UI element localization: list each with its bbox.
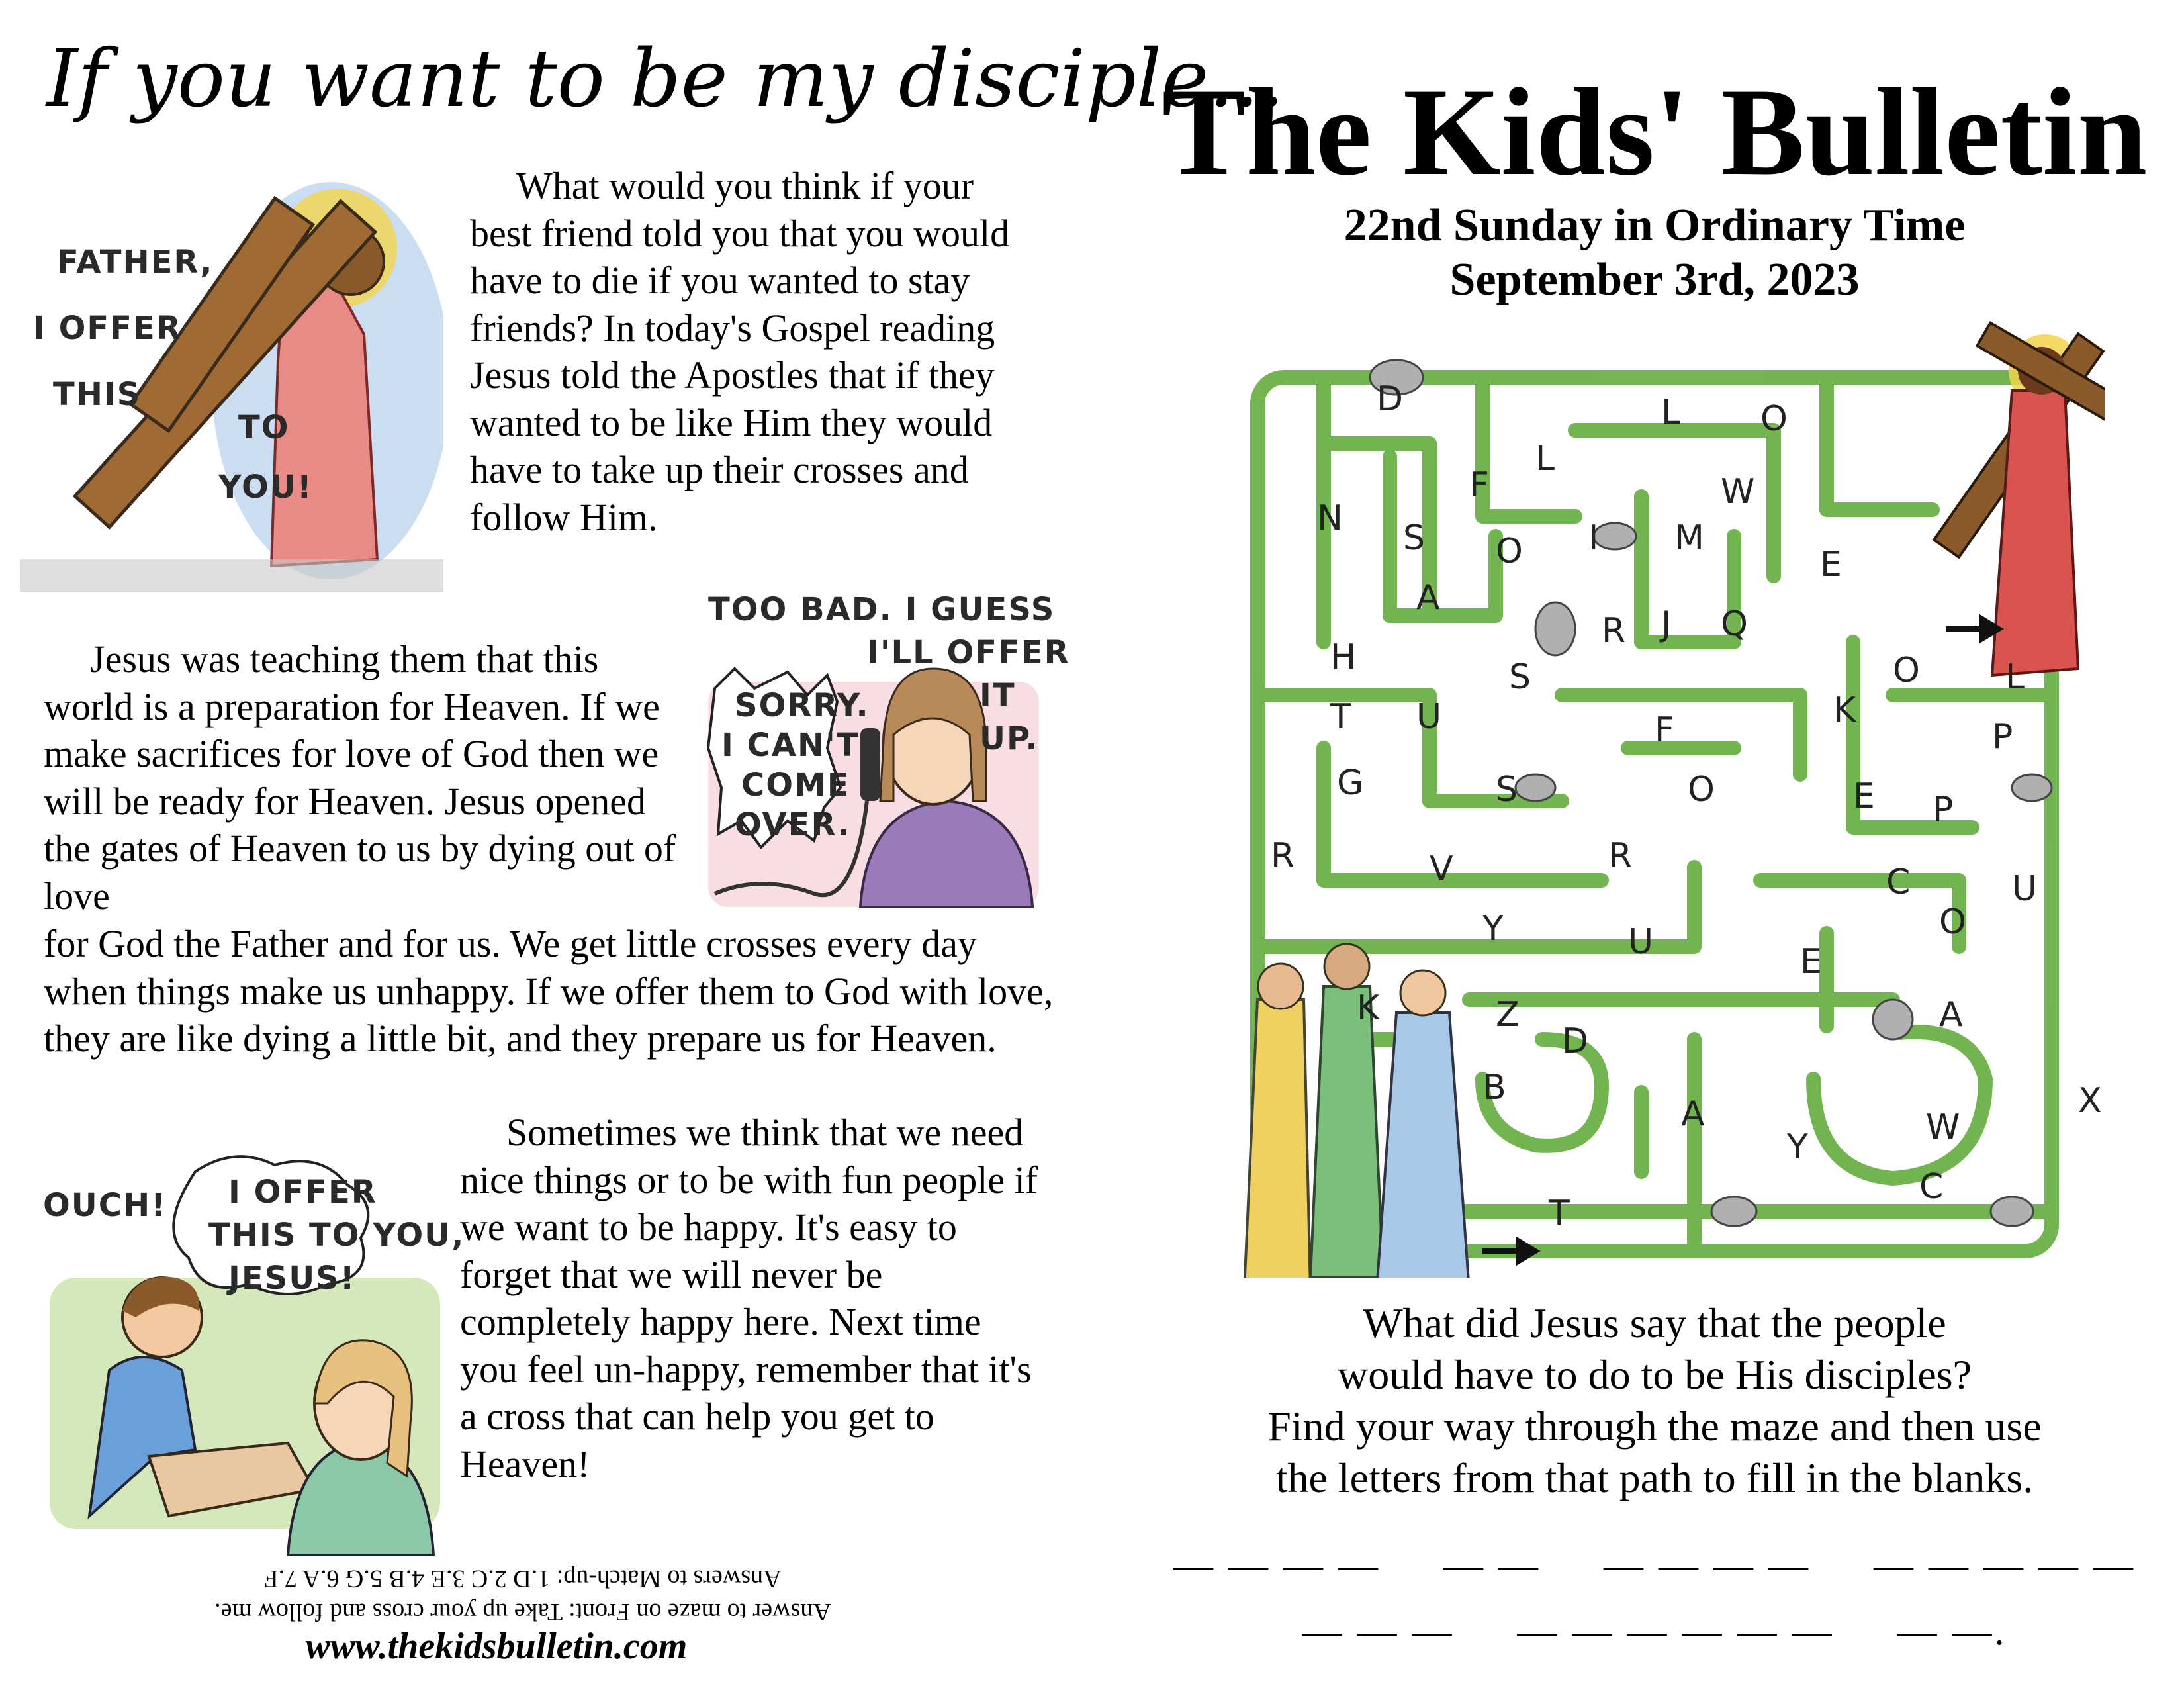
- maze-letter: A: [1416, 578, 1440, 618]
- maze-letter: R: [1271, 836, 1295, 876]
- answer-blank[interactable]: — — — — —: [1874, 1543, 2136, 1587]
- maze-letter: L: [2005, 657, 2025, 697]
- speech-line: THIS: [53, 376, 142, 413]
- maze-letter: R: [1602, 611, 1626, 651]
- answer-blank[interactable]: — —.: [1897, 1609, 2007, 1653]
- answer-blank[interactable]: — —: [1443, 1543, 1541, 1587]
- maze-letter: D: [1562, 1021, 1589, 1061]
- maze-letter: S: [1509, 657, 1531, 697]
- maze-letter: G: [1337, 763, 1364, 803]
- thought-line: TOO BAD. I GUESS: [708, 591, 1056, 628]
- answer-blanks-row-2: [1125, 1609, 2184, 1654]
- maze-letter: O: [1496, 532, 1523, 571]
- maze-letter: R: [1608, 836, 1633, 876]
- maze-letter: Y: [1787, 1127, 1808, 1167]
- maze-letter: C: [1919, 1167, 1944, 1207]
- paragraph-3: Sometimes we think that we need nice things or to be with fun people if we want to be happy. It's easy to forget that we will never be completely happy here. Next time you feel un-happy, remember that it's a cross that can help you get to Heaven!: [460, 1111, 1038, 1485]
- exclaim-text: OUCH!: [43, 1187, 167, 1224]
- maze-drawing: [1231, 298, 2105, 1278]
- maze-letter: A: [1681, 1094, 1705, 1134]
- maze-letter: O: [1939, 902, 1966, 942]
- maze-letter: M: [1674, 518, 1704, 558]
- bulletin-title: The Kids' Bulletin: [1161, 63, 2148, 202]
- maze-letter: K: [1833, 690, 1856, 730]
- maze-question: [1125, 1297, 2184, 1504]
- maze-letter: J: [1661, 604, 1672, 644]
- thought-line: UP.: [979, 720, 1039, 757]
- maze-letter: P: [1992, 717, 2013, 757]
- answer-blank[interactable]: — — — —: [1173, 1543, 1381, 1587]
- letter-maze: [1231, 298, 2105, 1278]
- maze-letter: K: [1357, 988, 1380, 1028]
- upside-down-answers: [172, 1562, 874, 1628]
- maze-letter: Z: [1496, 995, 1520, 1035]
- maze-letter: E: [1820, 545, 1842, 585]
- match-up-answers: Answers to Match-up: 1.D 2.C 3.E 4.B 5.G 6.A 7.F: [264, 1565, 782, 1593]
- speech-line: I CAN'T: [721, 727, 860, 764]
- left-page-title: If you want to be my disciple...: [46, 33, 1285, 125]
- maze-letter: T: [1549, 1194, 1570, 1233]
- maze-letter: B: [1482, 1068, 1506, 1107]
- thought-line: THIS TO YOU,: [208, 1217, 465, 1254]
- question-line: would have to do to be His disciples?: [1337, 1351, 1972, 1398]
- answer-blank[interactable]: — — — —: [1604, 1543, 1811, 1587]
- speech-line: FATHER,: [57, 244, 214, 281]
- maze-letter: S: [1496, 770, 1518, 810]
- maze-letter: F: [1655, 710, 1674, 750]
- maze-letter: U: [1416, 697, 1442, 737]
- speech-line: I OFFER: [33, 310, 182, 347]
- thought-line: JESUS!: [228, 1260, 356, 1297]
- bulletin-date: September 3rd, 2023: [1449, 254, 1860, 305]
- maze-letter: H: [1330, 637, 1357, 677]
- maze-letter: E: [1800, 942, 1822, 982]
- maze-letter: I: [1588, 518, 1599, 558]
- question-line: Find your way through the maze and then use: [1267, 1403, 2042, 1450]
- maze-letter: S: [1403, 518, 1426, 558]
- answer-blank[interactable]: — — —: [1302, 1609, 1455, 1653]
- maze-letter: X: [2078, 1081, 2102, 1121]
- maze-letter: L: [1661, 393, 1680, 432]
- paragraph-1: What would you think if your best friend told you that you would have to die if you wanted to stay friends? In today's Gospel reading Jesus told the Apostles that if they wanted to be like Him they would have to take up their crosses and follow Him.: [470, 164, 1010, 539]
- maze-letter: W: [1926, 1107, 1960, 1147]
- maze-letter: V: [1430, 849, 1453, 889]
- maze-answer: Answer to maze on Front: Take up your cross and follow me.: [214, 1598, 831, 1626]
- paragraph-2-top: Jesus was teaching them that this world is a preparation for Heaven. If we make sacrifices for love of God then we will be ready for Heaven. Jesus opened the gates of Heaven to us by dying out of love: [44, 637, 676, 917]
- maze-letter: Y: [1482, 909, 1504, 949]
- maze-letter: P: [1933, 790, 1954, 829]
- jesus-carrying-cross-illustration: [20, 162, 443, 599]
- speech-line: YOU!: [218, 469, 313, 506]
- thought-line: I'LL OFFER: [867, 634, 1070, 671]
- maze-letter: A: [1939, 995, 1963, 1035]
- maze-letter: O: [1893, 651, 1920, 690]
- maze-letter: O: [1688, 770, 1715, 810]
- hurt-boy-illustration: [36, 1145, 465, 1556]
- maze-letter: N: [1317, 498, 1343, 538]
- question-line: What did Jesus say that the people: [1363, 1299, 1946, 1346]
- maze-letter: Q: [1721, 604, 1748, 644]
- website-link[interactable]: www.thekidsbulletin.com: [305, 1626, 688, 1667]
- girl-on-phone-illustration: [695, 589, 1070, 914]
- maze-letter: F: [1469, 465, 1489, 505]
- maze-letter: T: [1330, 697, 1351, 737]
- question-line: the letters from that path to fill in the blanks.: [1275, 1454, 2034, 1501]
- speech-line: COME: [741, 767, 850, 804]
- maze-letter: U: [1628, 922, 1654, 962]
- paragraph-2-bottom: for God the Father and for us. We get little crosses every day when things make us unhappy. If we offer them to God with love, they are like dying a little bit, and they prepare us for Heaven.: [44, 922, 1054, 1060]
- speech-line: SORRY.: [735, 687, 870, 724]
- answer-blank[interactable]: — — — — — —: [1517, 1609, 1835, 1653]
- speech-line: OVER.: [735, 806, 851, 843]
- answer-blanks-row-1: [1125, 1542, 2184, 1588]
- thought-line: IT: [979, 677, 1016, 714]
- liturgical-day: 22nd Sunday in Ordinary Time: [1343, 200, 1966, 251]
- maze-letter: U: [2012, 869, 2038, 909]
- maze-letter: L: [1535, 439, 1555, 479]
- speech-line: TO: [238, 409, 290, 446]
- maze-letter: E: [1853, 776, 1875, 816]
- maze-letter: O: [1760, 399, 1788, 439]
- thought-line: I OFFER: [228, 1174, 377, 1211]
- maze-letter: D: [1377, 379, 1404, 419]
- maze-letter: C: [1886, 863, 1911, 902]
- maze-letter: W: [1721, 472, 1755, 512]
